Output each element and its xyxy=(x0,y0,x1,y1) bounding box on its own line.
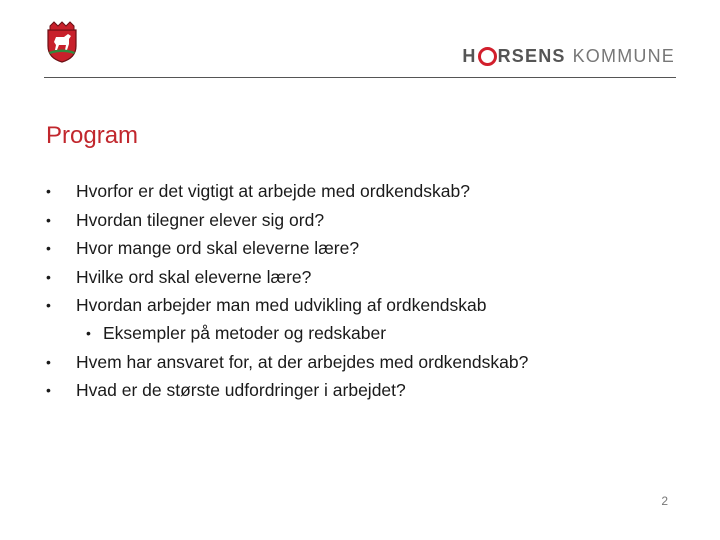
bullet-icon: • xyxy=(86,325,91,341)
list-item-text: Hvorfor er det vigtigt at arbejde med ordkendskab? xyxy=(76,181,470,201)
list-item-text: Hvilke ord skal eleverne lære? xyxy=(76,267,312,287)
list-item-text: Hvordan tilegner elever sig ord? xyxy=(76,210,325,230)
brand-light-word: KOMMUNE xyxy=(572,45,675,66)
page-number: 2 xyxy=(661,494,668,508)
bullet-icon: • xyxy=(46,240,51,256)
list-item-text: Hvordan arbejder man med udvikling af ordkendskab xyxy=(76,295,487,315)
bullet-icon: • xyxy=(46,382,51,398)
header-divider xyxy=(44,77,676,78)
bullet-icon: • xyxy=(46,183,51,199)
bullet-icon: • xyxy=(46,354,51,370)
bullet-icon: • xyxy=(46,297,51,313)
sub-list-item-text: Eksempler på metoder og redskaber xyxy=(103,323,387,343)
bullet-icon: • xyxy=(46,269,51,285)
list-item-text: Hvem har ansvaret for, at der arbejdes med ordkendskab? xyxy=(76,352,529,372)
list-item-text: Hvad er de største udfordringer i arbejdet? xyxy=(76,380,406,400)
bullet-icon: • xyxy=(46,212,51,228)
horsens-kommune-logo xyxy=(462,45,675,67)
slide-title: Program xyxy=(46,122,139,149)
coat-of-arms-logo xyxy=(44,20,80,64)
list-item-text: Hvor mange ord skal eleverne lære? xyxy=(76,238,360,258)
brand-bold-prefix: H xyxy=(462,45,477,66)
brand-bold-suffix: RSENS xyxy=(497,45,566,66)
brand-o-ring xyxy=(478,47,497,66)
